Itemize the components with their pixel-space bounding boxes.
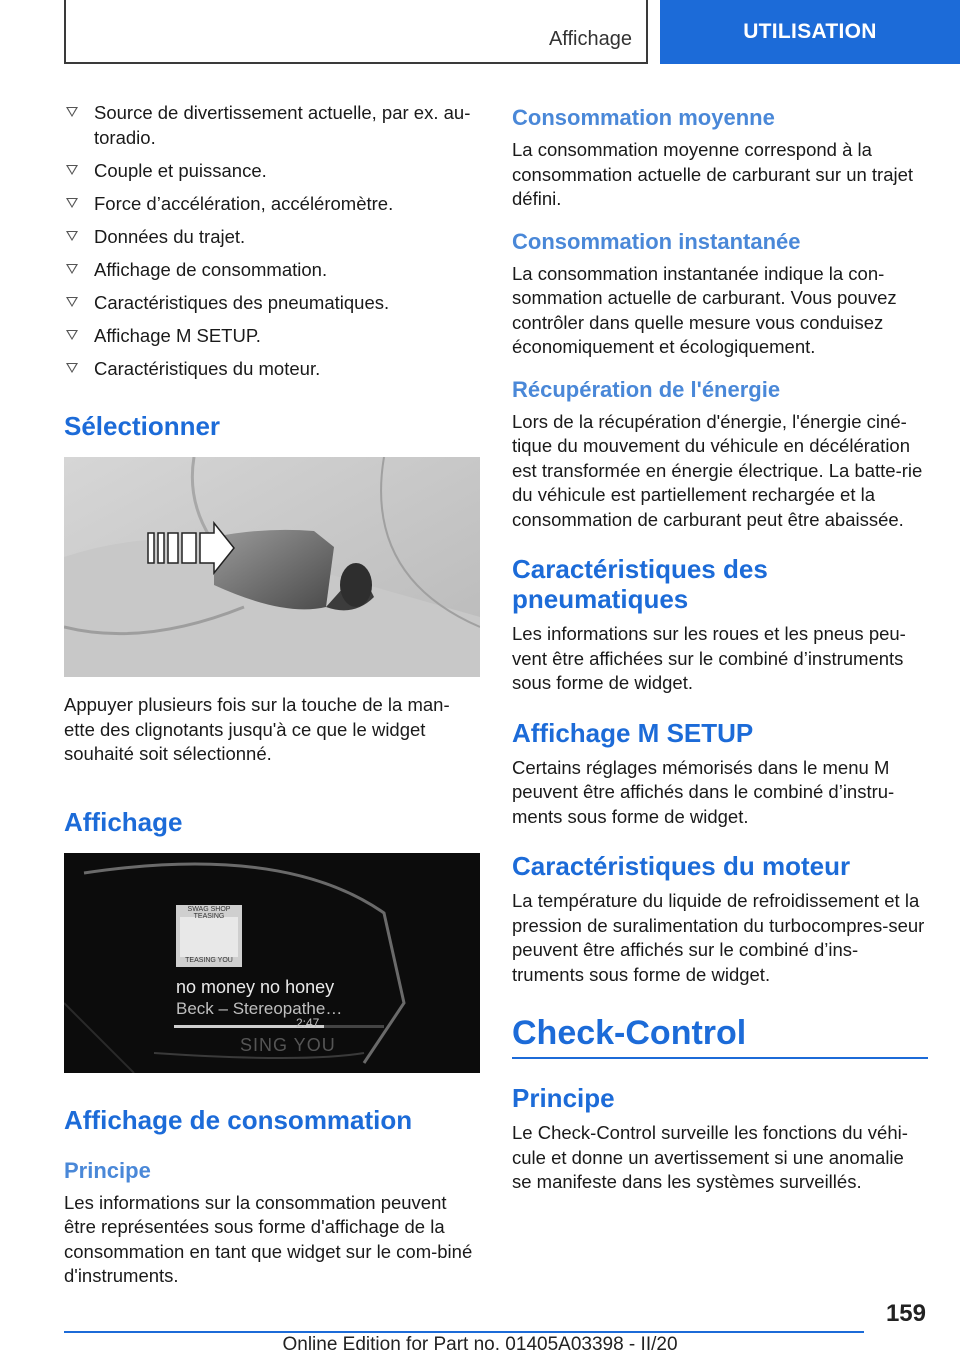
song-time: 2:47 [296, 1015, 320, 1030]
left-column [64, 100, 480, 1289]
section-title-m-setup: Affichage M SETUP [512, 717, 754, 748]
list-item: Caractéristiques des pneumatiques. [64, 290, 480, 315]
album-tile-bottom: TEASING YOU [185, 956, 233, 964]
footer-rule [64, 1331, 864, 1333]
header-chapter-tab[interactable]: UTILISATION [660, 0, 960, 64]
chapter-title-check-control: Check-Control [512, 1014, 747, 1052]
list-item: Force d’accélération, accéléromètre. [64, 191, 480, 216]
triangle-bullet-icon [66, 297, 78, 307]
triangle-bullet-icon [66, 363, 78, 373]
triangle-bullet-icon [66, 330, 78, 340]
section-title-affichage: Affichage [64, 806, 183, 837]
instantanee-text: La consommation instantanée indique la con-sommation actuelle de carburant. Vous pouvez contrôler dans quelle mesure vous conduisez économiquement et écologiquement. [512, 262, 897, 357]
moyenne-text: La consommation moyenne correspond à la consommation actuelle de carburant sur un trajet défini. [512, 139, 914, 209]
moteur-text: La température du liquide de refroidissement et la pression de suralimentation du turbocompres-seur peuvent être affichés sur le combiné d’ins-truments sous forme de widget. [512, 890, 925, 985]
triangle-bullet-icon [66, 264, 78, 274]
widget-list [64, 100, 480, 381]
triangle-bullet-icon [66, 231, 78, 241]
principe-text: Les informations sur la consommation peuvent être représentées sous forme d'affichage de la consommation en tant que widget sur le com-biné d'instruments. [64, 1191, 473, 1286]
section-title-moteur: Caractéristiques du moteur [512, 851, 851, 881]
triangle-bullet-icon [66, 107, 78, 117]
lever-drawing [64, 457, 480, 677]
chapter-rule [512, 1057, 928, 1059]
album-tile-top: SWAG SHOP TEASING [187, 905, 231, 920]
header-section-title: Affichage [548, 28, 632, 50]
pneumatiques-text: Les informations sur les roues et les pneus peu-vent être affichées sur le combiné d’instruments sous forme de widget. [512, 623, 906, 693]
subsection-title-instantanee: Consommation instantanée [512, 228, 801, 254]
m-setup-text: Certains réglages mémorisés dans le menu M peuvent être affichés dans le combiné d’instru-ments sous forme de widget. [512, 756, 895, 827]
list-item: Source de divertissement actuelle, par ex. au-toradio. [64, 100, 480, 150]
ghost-text: SING YOU [240, 1034, 336, 1055]
right-column [512, 100, 928, 1195]
page-number: 159 [885, 1300, 926, 1327]
header-box [64, 0, 648, 64]
list-item: Affichage de consommation. [64, 257, 480, 282]
section-title-selectionner: Sélectionner [64, 411, 221, 441]
selectionner-text: Appuyer plusieurs fois sur la touche de la man-ette des clignotants jusqu'à ce que le widget souhaité soit sélectionné. [64, 694, 450, 764]
instrument-cluster-widget-photo [64, 853, 480, 1073]
triangle-bullet-icon [66, 198, 78, 208]
subsection-title-principe: Principe [64, 1157, 151, 1183]
turn-signal-lever-illustration [64, 457, 480, 677]
song-title: no money no honey [176, 976, 335, 997]
list-item: Affichage M SETUP. [64, 323, 480, 348]
triangle-bullet-icon [66, 165, 78, 175]
section-title-conso-display: Affichage de consommation [64, 1104, 413, 1135]
check-principe-text: Le Check-Control surveille les fonctions du véhi-cule et donne un avertissement si une anomalie se manifeste dans les systèmes surveillés. [512, 1122, 908, 1192]
recuperation-text: Lors de la récupération d'énergie, l'énergie ciné-tique du mouvement du véhicule en décélération est transformée en énergie électrique. La batte-rie du véhicule est partiellement rechargée et la consommation de carburant peut être abaissée. [512, 410, 923, 530]
section-title-pneumatiques: Caractéristiques des pneumatiques [512, 554, 768, 614]
section-title-check-principe: Principe [512, 1083, 615, 1113]
song-artist: Beck – Stereopathe… [176, 998, 343, 1018]
subsection-title-moyenne: Consommation moyenne [512, 105, 775, 130]
list-item: Données du trajet. [64, 224, 480, 249]
footer-edition: Online Edition for Part no. 01405A03398 - II/20 [282, 1334, 678, 1355]
list-item: Caractéristiques du moteur. [64, 356, 480, 381]
list-item: Couple et puissance. [64, 158, 480, 183]
subsection-title-recuperation: Récupération de l'énergie [512, 376, 781, 402]
